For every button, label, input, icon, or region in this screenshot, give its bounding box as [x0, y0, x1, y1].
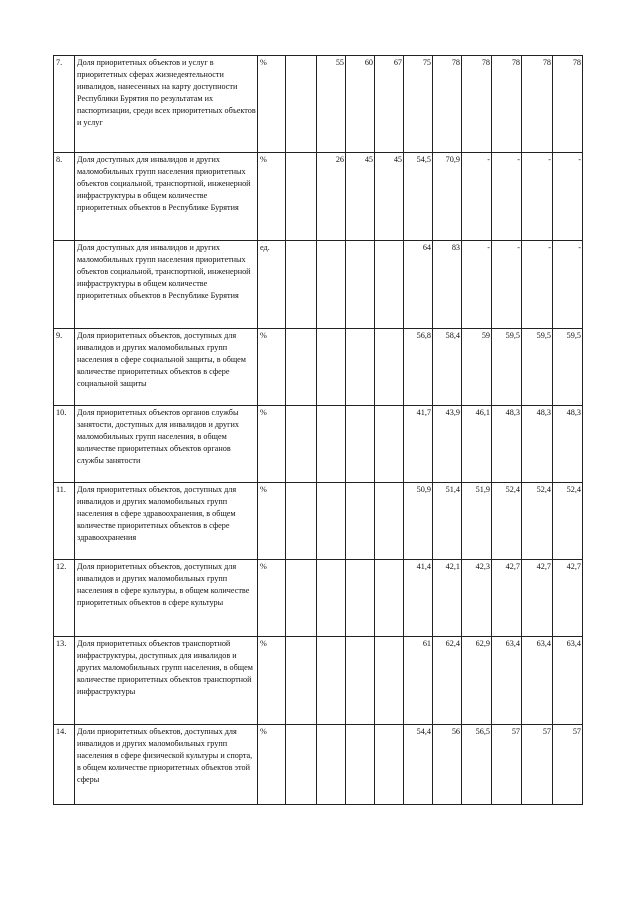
- value-cell: [286, 241, 317, 329]
- value-cell: 51,4: [433, 483, 462, 560]
- value-cell: [286, 153, 317, 241]
- unit-cell: %: [258, 560, 286, 637]
- value-cell: 55: [317, 56, 346, 153]
- value-cell: 42,7: [553, 560, 583, 637]
- value-cell: -: [462, 241, 492, 329]
- value-cell: 43,9: [433, 406, 462, 483]
- value-cell: 56,8: [404, 329, 433, 406]
- table-row: [54, 483, 583, 560]
- value-cell: 56,5: [462, 725, 492, 805]
- value-cell: 26: [317, 153, 346, 241]
- value-cell: 45: [346, 153, 375, 241]
- indicator-name: Доля приоритетных объектов, доступных для инвалидов и других маломобильных групп населения в сфере здравоохранения, в общем количестве приоритетных объектов в сфере здравоохранения: [75, 483, 258, 560]
- value-cell: 52,4: [522, 483, 553, 560]
- indicators-table: [53, 55, 583, 805]
- value-cell: [317, 637, 346, 725]
- value-cell: 48,3: [522, 406, 553, 483]
- value-cell: [286, 329, 317, 406]
- value-cell: [317, 725, 346, 805]
- row-number: 12.: [54, 560, 75, 637]
- value-cell: 42,7: [522, 560, 553, 637]
- table-row: [54, 56, 583, 153]
- value-cell: [346, 637, 375, 725]
- row-number: 7.: [54, 56, 75, 153]
- value-cell: 59: [462, 329, 492, 406]
- value-cell: -: [553, 153, 583, 241]
- value-cell: -: [462, 153, 492, 241]
- value-cell: [286, 725, 317, 805]
- row-number: 9.: [54, 329, 75, 406]
- value-cell: 78: [522, 56, 553, 153]
- value-cell: [375, 241, 404, 329]
- value-cell: [286, 406, 317, 483]
- value-cell: 56: [433, 725, 462, 805]
- value-cell: 57: [522, 725, 553, 805]
- value-cell: 62,4: [433, 637, 462, 725]
- table-body: [54, 56, 583, 805]
- value-cell: [375, 637, 404, 725]
- value-cell: 78: [553, 56, 583, 153]
- value-cell: 70,9: [433, 153, 462, 241]
- value-cell: 48,3: [492, 406, 522, 483]
- value-cell: 54,4: [404, 725, 433, 805]
- value-cell: [317, 241, 346, 329]
- table-row: [54, 153, 583, 241]
- value-cell: 64: [404, 241, 433, 329]
- indicator-name: Доля приоритетных объектов, доступных для инвалидов и других маломобильных групп населения в сфере культуры, в общем количестве приоритетных объектов в сфере культуры: [75, 560, 258, 637]
- value-cell: 63,4: [522, 637, 553, 725]
- value-cell: [286, 637, 317, 725]
- value-cell: [286, 483, 317, 560]
- value-cell: 46,1: [462, 406, 492, 483]
- table-row: [54, 329, 583, 406]
- value-cell: 59,5: [492, 329, 522, 406]
- table-row: [54, 241, 583, 329]
- value-cell: 63,4: [553, 637, 583, 725]
- row-number: 11.: [54, 483, 75, 560]
- indicator-name: Доля приоритетных объектов органов службы занятости, доступных для инвалидов и других маломобильных групп населения, в общем количестве приоритетных объектов органов службы занятости: [75, 406, 258, 483]
- value-cell: [346, 560, 375, 637]
- value-cell: [375, 560, 404, 637]
- unit-cell: %: [258, 406, 286, 483]
- indicator-name: Доля доступных для инвалидов и других маломобильных групп населения приоритетных объектов социальной, транспортной, инженерной инфраструктуры в общем количестве приоритетных объектов в Республике Бурятия: [75, 241, 258, 329]
- value-cell: 75: [404, 56, 433, 153]
- row-number: 13.: [54, 637, 75, 725]
- unit-cell: %: [258, 483, 286, 560]
- value-cell: [375, 329, 404, 406]
- value-cell: -: [492, 241, 522, 329]
- value-cell: [346, 725, 375, 805]
- value-cell: 52,4: [492, 483, 522, 560]
- value-cell: 42,7: [492, 560, 522, 637]
- value-cell: [346, 406, 375, 483]
- indicator-name: Доли приоритетных объектов, доступных для инвалидов и других маломобильных групп населения в сфере физической культуры и спорта, в общем количестве приоритетных объектов этой сферы: [75, 725, 258, 805]
- unit-cell: %: [258, 637, 286, 725]
- table-row: [54, 725, 583, 805]
- value-cell: [317, 329, 346, 406]
- value-cell: 61: [404, 637, 433, 725]
- value-cell: 78: [492, 56, 522, 153]
- unit-cell: %: [258, 725, 286, 805]
- table-row: [54, 560, 583, 637]
- value-cell: -: [522, 241, 553, 329]
- value-cell: -: [522, 153, 553, 241]
- value-cell: 51,9: [462, 483, 492, 560]
- row-number: 8.: [54, 153, 75, 241]
- value-cell: [346, 241, 375, 329]
- value-cell: 45: [375, 153, 404, 241]
- unit-cell: ед.: [258, 241, 286, 329]
- value-cell: [317, 560, 346, 637]
- value-cell: [286, 560, 317, 637]
- value-cell: 41,7: [404, 406, 433, 483]
- value-cell: [346, 329, 375, 406]
- value-cell: [346, 483, 375, 560]
- value-cell: 78: [433, 56, 462, 153]
- value-cell: 48,3: [553, 406, 583, 483]
- indicator-name: Доля приоритетных объектов транспортной инфраструктуры, доступных для инвалидов и других маломобильных групп населения, в общем количестве приоритетных объектов транспортной инфраструктуры: [75, 637, 258, 725]
- value-cell: -: [553, 241, 583, 329]
- value-cell: 41,4: [404, 560, 433, 637]
- value-cell: 83: [433, 241, 462, 329]
- value-cell: 63,4: [492, 637, 522, 725]
- value-cell: -: [492, 153, 522, 241]
- value-cell: 62,9: [462, 637, 492, 725]
- value-cell: 52,4: [553, 483, 583, 560]
- value-cell: 59,5: [553, 329, 583, 406]
- unit-cell: %: [258, 153, 286, 241]
- unit-cell: %: [258, 56, 286, 153]
- value-cell: 59,5: [522, 329, 553, 406]
- value-cell: [286, 56, 317, 153]
- value-cell: 58,4: [433, 329, 462, 406]
- indicator-name: Доля приоритетных объектов и услуг в приоритетных сферах жизнедеятельности инвалидов, нанесенных на карту доступности Республики Бурятия по результатам их паспортизации, среди всех приоритетных объектов и услуг: [75, 56, 258, 153]
- value-cell: 57: [553, 725, 583, 805]
- value-cell: [375, 725, 404, 805]
- value-cell: 60: [346, 56, 375, 153]
- value-cell: [375, 483, 404, 560]
- value-cell: 67: [375, 56, 404, 153]
- table-row: [54, 637, 583, 725]
- value-cell: 54,5: [404, 153, 433, 241]
- indicator-name: Доля доступных для инвалидов и других маломобильных групп населения приоритетных объектов социальной, транспортной, инженерной инфраструктуры в общем количестве приоритетных объектов в Республике Бурятия: [75, 153, 258, 241]
- value-cell: [375, 406, 404, 483]
- row-number: [54, 241, 75, 329]
- value-cell: [317, 406, 346, 483]
- value-cell: 42,3: [462, 560, 492, 637]
- value-cell: 50,9: [404, 483, 433, 560]
- table-row: [54, 406, 583, 483]
- value-cell: 42,1: [433, 560, 462, 637]
- value-cell: 57: [492, 725, 522, 805]
- row-number: 10.: [54, 406, 75, 483]
- value-cell: 78: [462, 56, 492, 153]
- value-cell: [317, 483, 346, 560]
- row-number: 14.: [54, 725, 75, 805]
- indicator-name: Доля приоритетных объектов, доступных для инвалидов и других маломобильных групп населения в сфере социальной защиты, в общем количестве приоритетных объектов в сфере социальной защиты: [75, 329, 258, 406]
- unit-cell: %: [258, 329, 286, 406]
